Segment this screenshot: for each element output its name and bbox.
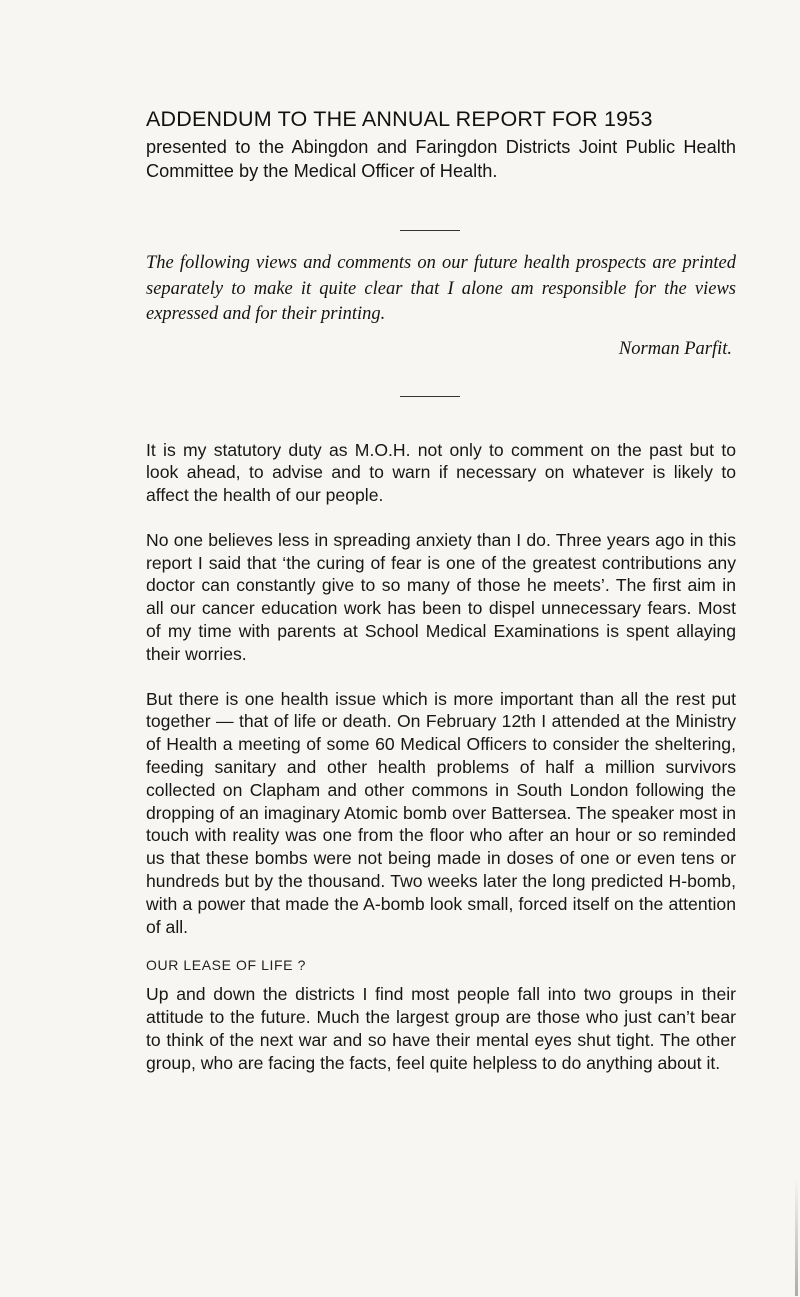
body-paragraph: But there is one health issue which is more important than all the rest put together — that of life or death. On February 12th I attended at the Ministry of Health a meeting of some 60 Medical Officers to consider the sheltering, feeding sanitary and other health problems of half a million survivors collected on Clapham and other commons in South London following the dropping of an imaginary Atomic bomb over Battersea. The speaker most in touch with reality was one from the floor who after an hour or so reminded us that these bombs were not being made in doses of one or even tens or hundreds but by the thousand. Two weeks later the long predicted H-bomb, with a power that made the A-bomb look small, forced itself on the attention of all. xyxy=(146,688,736,937)
disclaimer-note: The following views and comments on our future health prospects are printed separately to make it quite clear that I alone am responsible for the views expressed and for their printing. xyxy=(146,253,736,324)
body-paragraph: It is my statutory duty as M.O.H. not only to comment on the past but to look ahead, to advise and to warn if necessary on whatever is likely to affect the health of our people. xyxy=(146,439,736,506)
section-heading: OUR LEASE OF LIFE ? xyxy=(146,957,306,974)
body-paragraph: No one believes less in spreading anxiety than I do. Three years ago in this report I said that ‘the curing of fear is one of the greatest contributions any doctor can constantly give to so many of those he meets’. The first aim in all our cancer education work has been to dispel unnecessary fears. Most of my time with parents at School Medical Examinations is spent allaying their worries. xyxy=(146,529,736,664)
page-subtitle: presented to the Abingdon and Faringdon Districts Joint Public Health Committee by the Medical Officer of Health. xyxy=(146,137,736,181)
divider-rule xyxy=(400,396,460,397)
page-edge-shadow xyxy=(795,1178,798,1296)
page-content xyxy=(146,104,736,1075)
page-title: ADDENDUM TO THE ANNUAL REPORT FOR 1953 xyxy=(146,107,653,131)
divider-rule xyxy=(400,230,460,231)
section-paragraph: Up and down the districts I find most people fall into two groups in their attitude to the future. Much the largest group are those who just can’t bear to think of the next war and so have their mental eyes shut tight. The other group, who are facing the facts, feel quite helpless to do anything about it. xyxy=(146,984,736,1073)
author-signature: Norman Parfit. xyxy=(618,338,732,359)
